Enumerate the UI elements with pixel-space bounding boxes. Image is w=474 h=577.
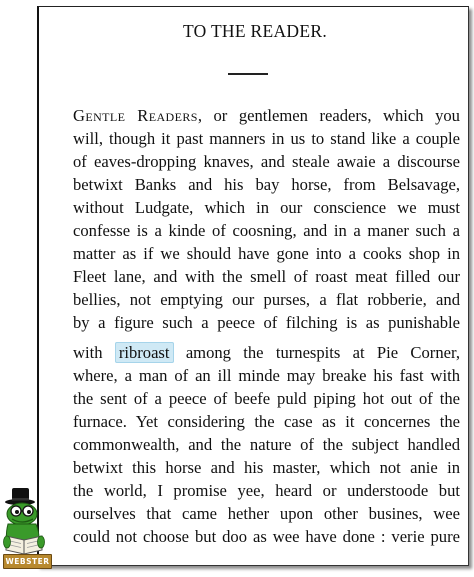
text-line xyxy=(73,104,460,127)
text-line: ourselves that came hether upon other busines, wee xyxy=(73,504,460,523)
text-line: confesse is a kinde of coosning, and in a maner such a xyxy=(73,221,460,240)
text-line: could not choose but doo as wee have done : verie pure xyxy=(73,527,460,546)
text-line: Fleet lane, and with the smell of roast meat filled our xyxy=(73,267,460,286)
text-line: of eaves-dropping knaves, and steale awaie a discourse xyxy=(73,152,460,171)
text-line: matter as if we should have gone into a cooks shop in xyxy=(73,244,460,263)
highlighted-word[interactable]: ribroast xyxy=(115,342,174,363)
text-line: without Ludgate, which in our conscience we must xyxy=(73,198,460,217)
highlight-before: with xyxy=(73,343,103,362)
page-heading: TO THE READER. xyxy=(182,21,328,41)
text-line: furnace. Yet considering the case as it concernes the xyxy=(73,412,460,431)
text-line: bellies, not emptying our purses, a flat robberie, and xyxy=(73,290,460,309)
text-line: by a figure such a peece of filching is as punishable xyxy=(73,313,460,332)
text-line: betwixt Banks and his bay horse, from Belsavage, xyxy=(73,175,460,194)
text-line: commonwealth, and the nature of the subject handled xyxy=(73,435,460,454)
highlight-after: among the turnespits at Pie Corner, xyxy=(185,343,460,362)
text-line: where, a man of an ill minde may breake his fast with xyxy=(73,366,460,385)
text-line: betwixt this horse and his master, which not anie in xyxy=(73,458,460,477)
lead-small-caps: Gentle Readers xyxy=(73,106,198,125)
text-line: the world, I promise yee, heard or understoode but xyxy=(73,481,460,500)
text-line: the sent of a peece of beefe puld piping hot out of the xyxy=(73,389,460,408)
line-rest: , or gentlemen readers, which you xyxy=(197,106,460,125)
text-line-highlight xyxy=(73,341,460,364)
text-line: will, though it past manners in us to stand like a couple xyxy=(73,129,460,148)
mascot-badge: WEBSTER xyxy=(3,554,52,569)
heading-rule xyxy=(228,73,268,75)
